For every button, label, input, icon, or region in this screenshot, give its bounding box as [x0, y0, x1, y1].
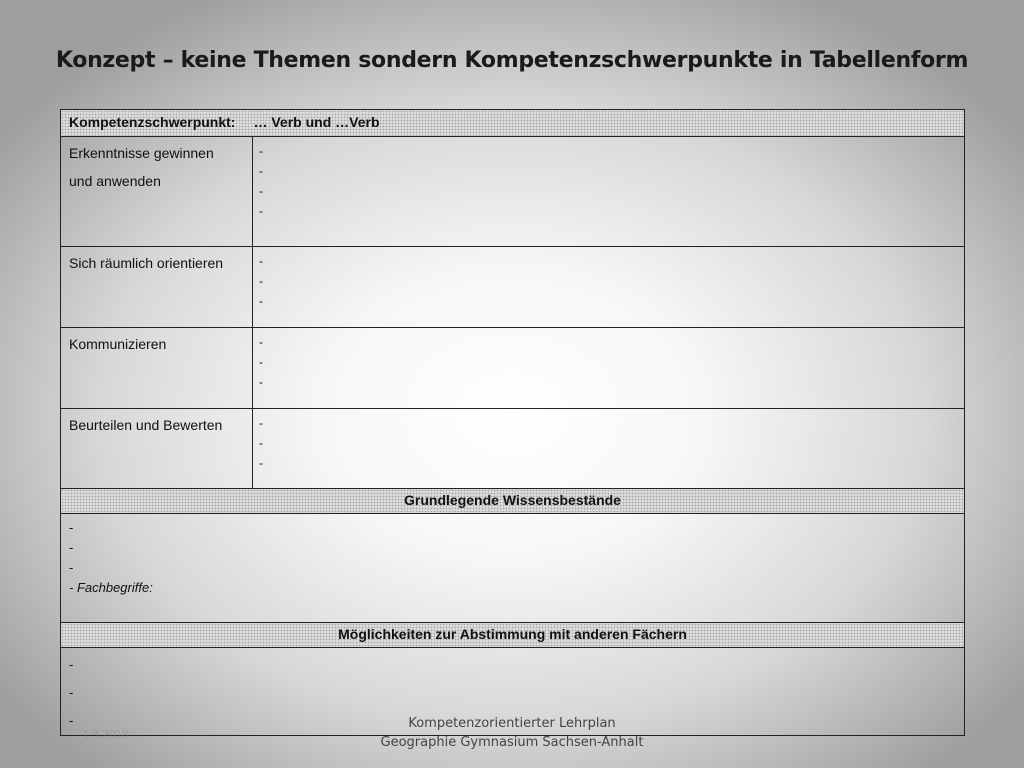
header-value: … Verb und …Verb — [253, 114, 380, 130]
fachbegriffe-line: - Fachbegriffe: — [69, 580, 153, 595]
competency-row — [61, 328, 964, 409]
competency-label: Beurteilen und Bewerten — [61, 409, 253, 488]
knowledge-title: Grundlegende Wissensbestände — [404, 492, 621, 508]
header-label: Kompetenzschwerpunkt: — [69, 114, 236, 130]
competency-dash-list: - - - - — [259, 144, 263, 218]
table-header-row — [61, 110, 964, 137]
knowledge-cell: - - - - Fachbegriffe: — [61, 514, 964, 623]
competency-label: Sich räumlich orientieren — [61, 247, 253, 327]
competency-dash-list: - - - — [259, 254, 263, 308]
competency-dash-list: - - - — [259, 416, 263, 470]
slide-footer — [300, 714, 724, 752]
footer-date: 1.9.2018 — [82, 727, 129, 741]
footer-line-2: Geographie Gymnasium Sachsen-Anhalt — [380, 735, 644, 750]
competency-label: Erkenntnisse gewinnen und anwenden — [61, 137, 253, 246]
competency-table — [60, 109, 965, 736]
slide-title: Konzept – keine Themen sondern Kompetenzschwerpunkte in Tabellenform — [55, 48, 969, 73]
competency-label: Kommunizieren — [61, 328, 253, 408]
competency-dash-list: - - - — [259, 335, 263, 389]
competency-row — [61, 137, 964, 247]
knowledge-band — [61, 489, 964, 514]
footer-line-1: Kompetenzorientierter Lehrplan — [408, 716, 616, 731]
competency-row — [61, 409, 964, 489]
coordination-title: Möglichkeiten zur Abstimmung mit anderen Fächern — [338, 626, 687, 642]
competency-row — [61, 247, 964, 328]
coordination-band — [61, 623, 964, 648]
coordination-cell: - - - — [69, 657, 74, 728]
